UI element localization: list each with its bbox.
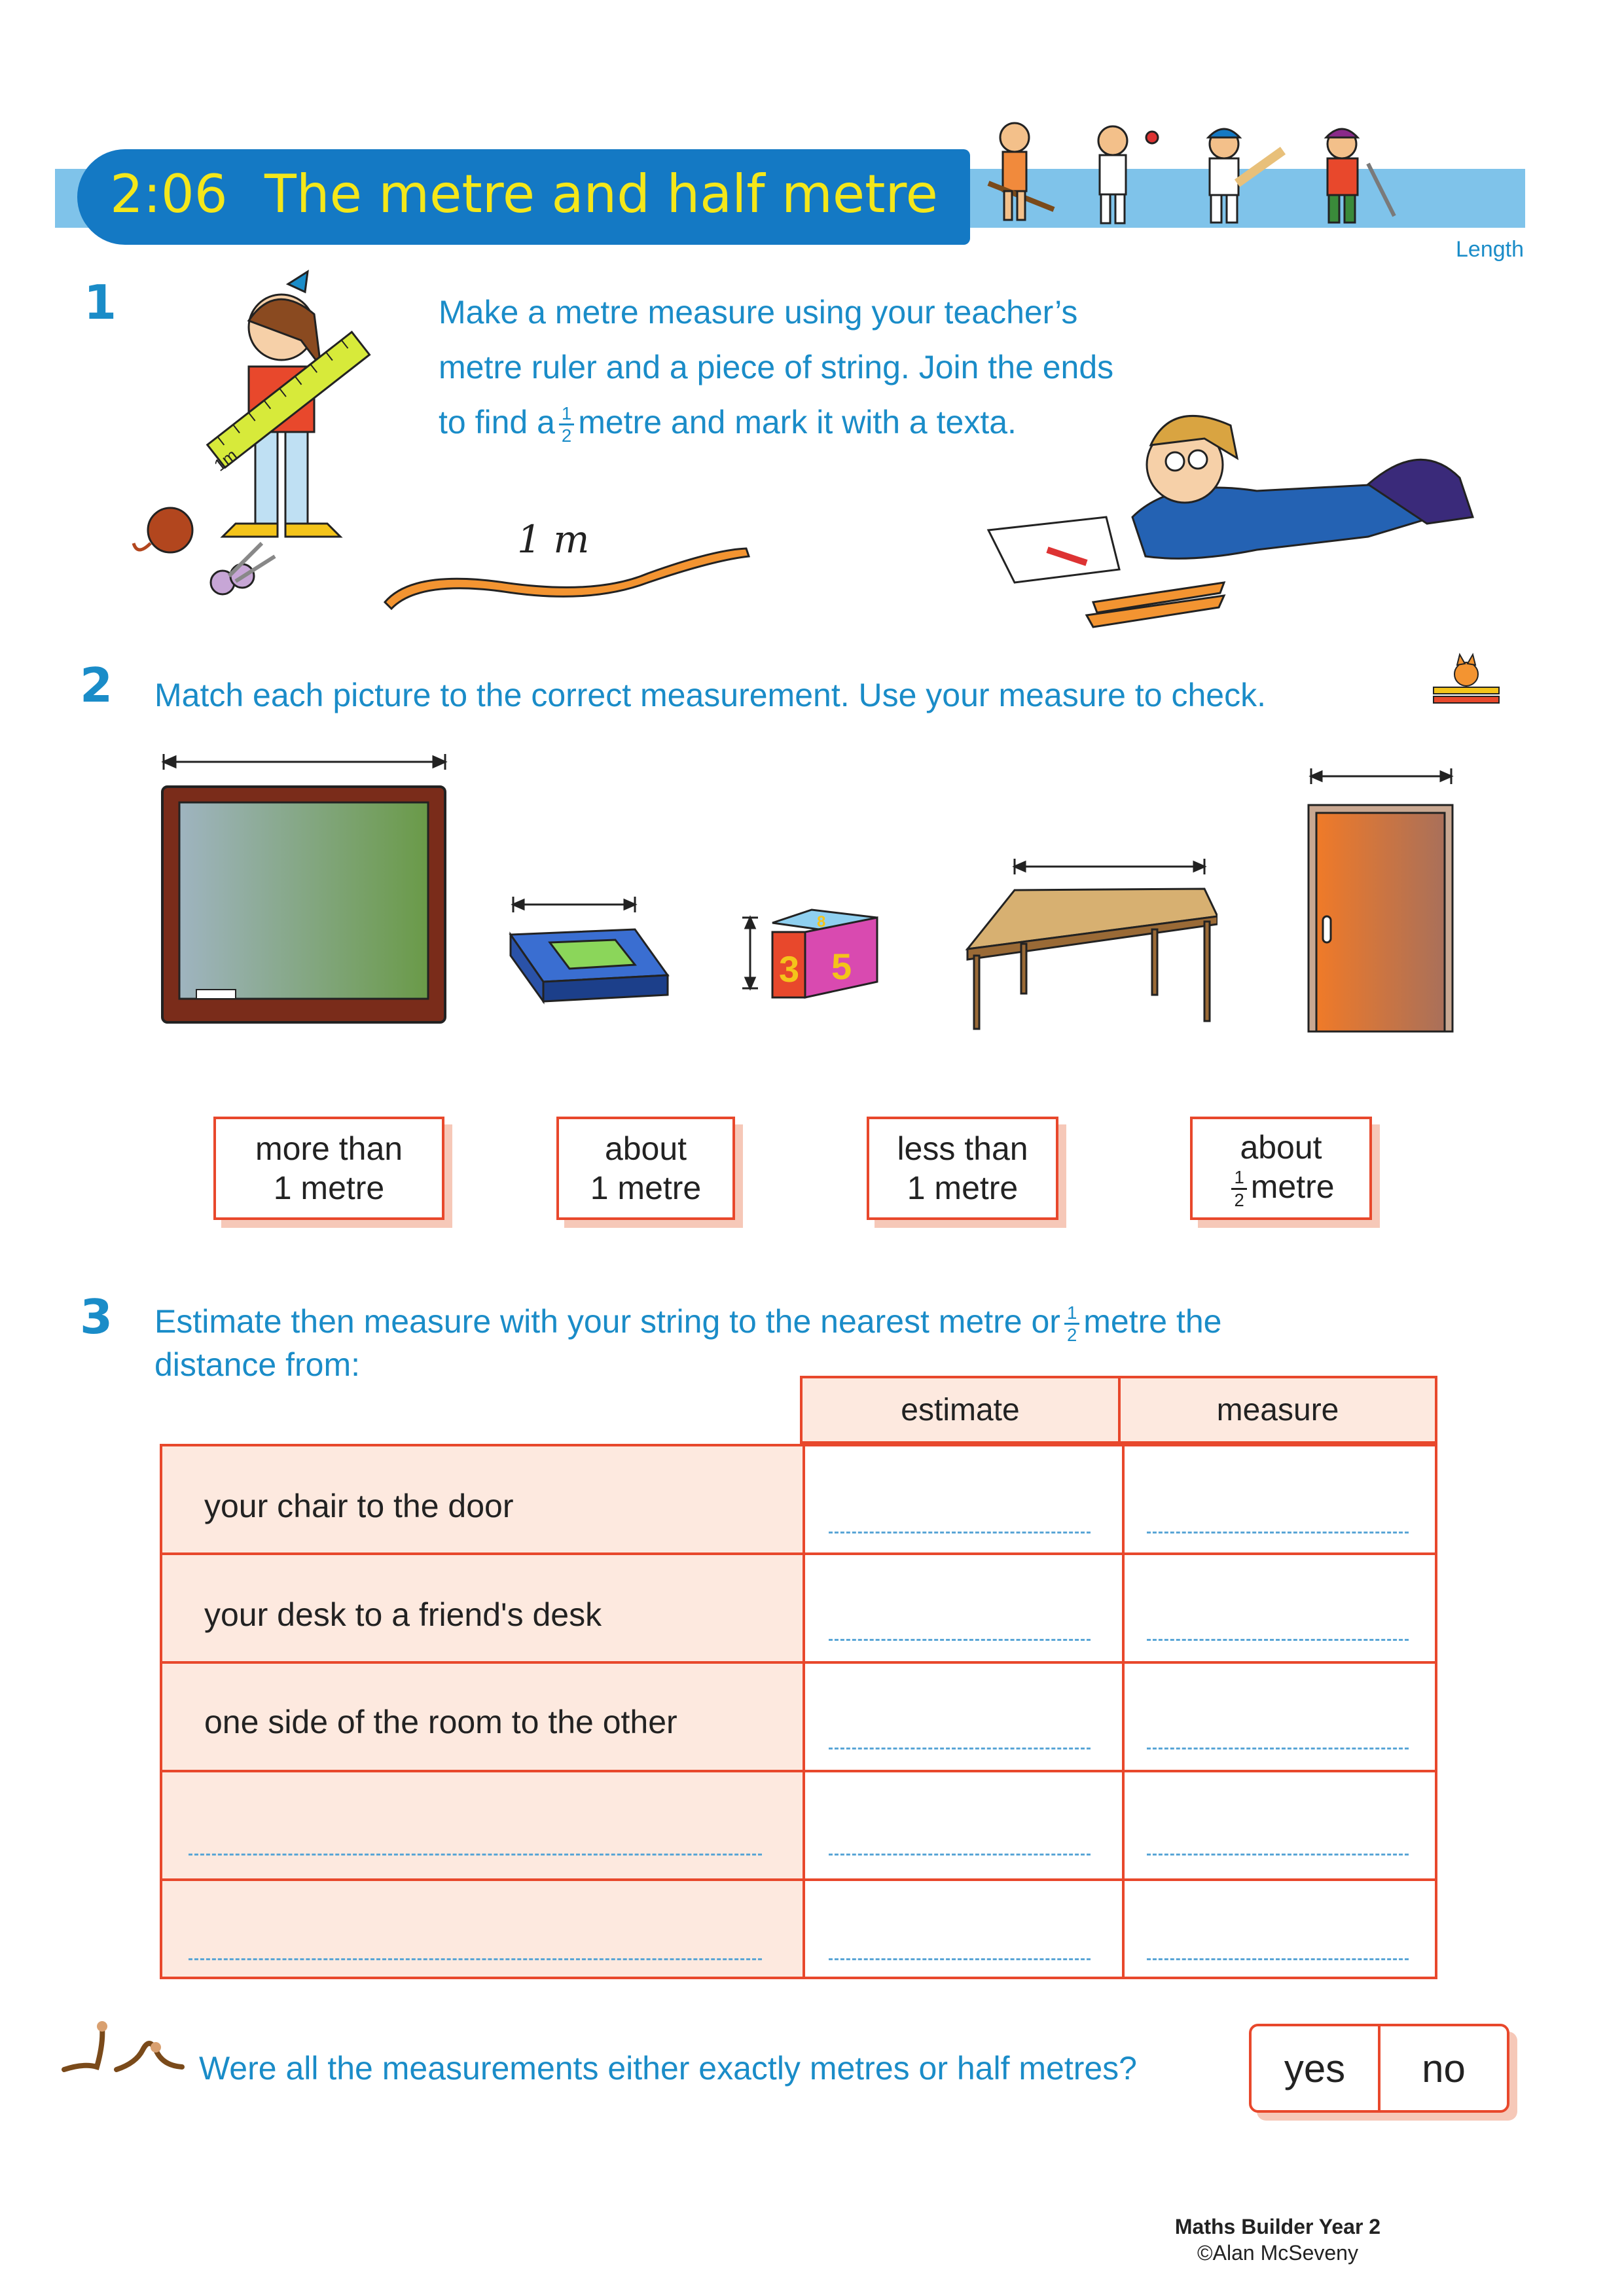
question-3-text: Estimate then measure with your string to the nearest metre or $\frac{1}{2}$ metre the distance from: xyxy=(154,1302,1222,1383)
measure-answer-line[interactable] xyxy=(1147,1748,1409,1749)
label-about-1-metre[interactable]: about 1 metre xyxy=(556,1117,735,1220)
door-illustration xyxy=(1299,766,1463,1034)
ruler-label: 1m xyxy=(210,444,241,475)
column-header-estimate: estimate xyxy=(801,1377,1119,1443)
distance-write-in-line[interactable] xyxy=(189,1958,762,1960)
column-header-measure: measure xyxy=(1119,1377,1436,1443)
half-fraction: $\frac{1}{2}$ xyxy=(1231,1168,1246,1209)
distance-write-in-line[interactable] xyxy=(189,1854,762,1856)
label-more-than-1-metre[interactable]: more than 1 metre xyxy=(213,1117,444,1220)
measure-answer-line[interactable] xyxy=(1147,1958,1409,1960)
estimate-answer-line[interactable] xyxy=(829,1748,1091,1749)
footer-question-text: Were all the measurements either exactly metres or half metres? xyxy=(199,2050,1137,2087)
cat-helper-icon xyxy=(1427,648,1506,720)
string-length-label: 1 m xyxy=(517,517,590,562)
half-fraction: $\frac{1}{2}$ xyxy=(1064,1304,1079,1344)
dice-illustration xyxy=(740,903,884,1014)
question-2-text: Match each picture to the correct measurement. Use your measure to check. xyxy=(154,677,1266,713)
estimate-answer-line[interactable] xyxy=(829,1639,1091,1641)
question-1-line-2: metre ruler and a piece of string. Join the ends xyxy=(439,349,1114,386)
kids-sport-illustration xyxy=(975,111,1420,236)
label-less-than-1-metre[interactable]: less than 1 metre xyxy=(867,1117,1058,1220)
girl-with-ruler-illustration xyxy=(124,268,412,615)
question-1-number: 1 xyxy=(84,275,117,330)
estimate-answer-line[interactable] xyxy=(829,1854,1091,1856)
book-illustration xyxy=(504,897,674,1008)
boy-lying-illustration xyxy=(975,386,1499,641)
measurement-table xyxy=(800,1376,1437,1444)
question-2-number: 2 xyxy=(80,658,113,713)
question-1-line-3: to find a $\frac{1}{2}$ metre and mark it with a texta. xyxy=(439,403,1017,446)
table-illustration xyxy=(956,857,1218,1034)
measure-answer-line[interactable] xyxy=(1147,1854,1409,1856)
dice-face-right: 5 xyxy=(831,946,852,987)
label-about-half-metre[interactable]: about $\frac{1}{2}$ metre xyxy=(1190,1117,1372,1220)
estimate-answer-line[interactable] xyxy=(829,1532,1091,1534)
chalkboard-illustration xyxy=(157,753,458,1028)
author-credit: ©Alan McSeveny xyxy=(1197,2241,1358,2265)
book-credit: Maths Builder Year 2 xyxy=(1174,2215,1381,2238)
worms-icon xyxy=(58,2017,189,2076)
row-label-desk-friend: your desk to a friend's desk xyxy=(204,1596,602,1633)
lesson-code: 2:06 xyxy=(110,164,228,224)
yes-no-box xyxy=(1249,2024,1509,2113)
question-1-line-1: Make a metre measure using your teacher’s xyxy=(439,294,1078,331)
no-option[interactable]: no xyxy=(1422,2046,1466,2090)
row-label-chair-door: your chair to the door xyxy=(204,1488,514,1524)
dice-face-top: 8 xyxy=(817,913,826,931)
estimate-answer-line[interactable] xyxy=(829,1958,1091,1960)
half-fraction: $\frac{1}{2}$ xyxy=(559,404,574,445)
topic-label: Length xyxy=(1456,237,1524,262)
yes-option[interactable]: yes xyxy=(1252,2026,1380,2110)
measure-answer-line[interactable] xyxy=(1147,1532,1409,1534)
measure-answer-line[interactable] xyxy=(1147,1639,1409,1641)
page-title: The metre and half metre xyxy=(264,164,938,224)
row-label-room-side: one side of the room to the other xyxy=(204,1704,677,1740)
dice-face-left: 3 xyxy=(779,948,800,990)
question-3-number: 3 xyxy=(80,1289,113,1344)
